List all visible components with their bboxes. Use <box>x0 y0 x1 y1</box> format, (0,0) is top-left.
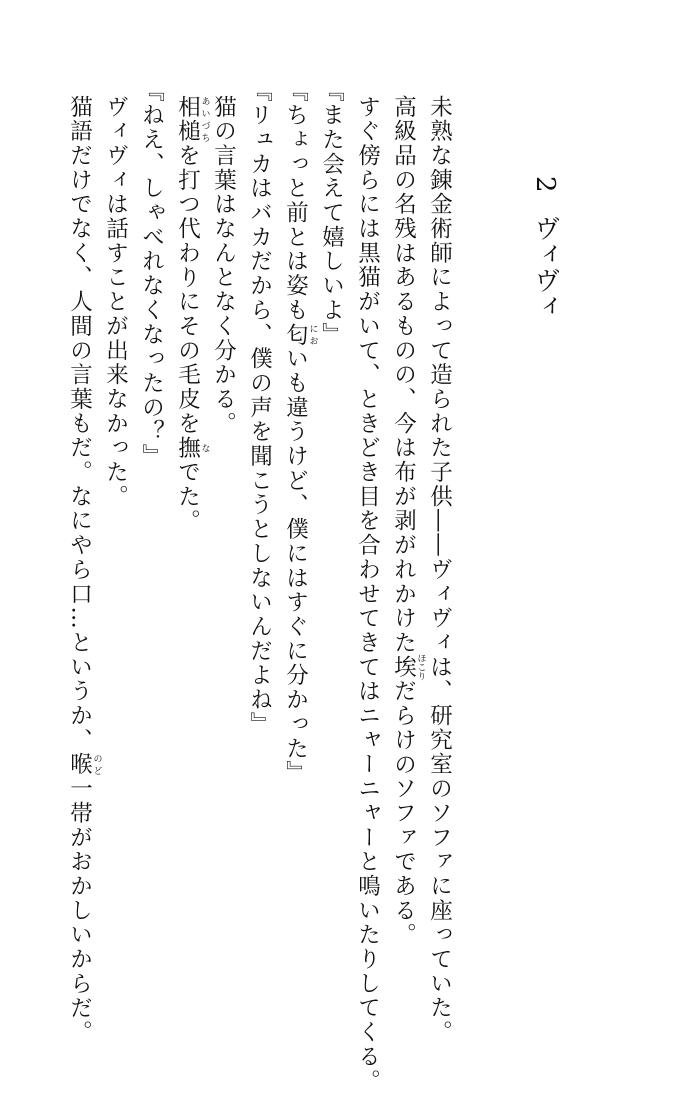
text-line <box>212 95 235 436</box>
text-segment: 猫の言葉はなんとなく分かる。 <box>210 95 237 436</box>
ruby-reading: にお <box>307 322 318 347</box>
ruby-word: 匂 にお <box>282 322 318 347</box>
text-segment: いも違うけど、僕にはすぐに分かった』 <box>282 346 309 786</box>
ruby-word: 喉 のど <box>66 752 102 777</box>
text-line <box>104 95 127 509</box>
text-segment: すぐ傍らには黒猫がいて、ときどき目を合わせてきてはニャーニャーと鳴いたりしてくる。 <box>354 95 381 1093</box>
text-line <box>284 79 318 785</box>
text-line <box>320 79 343 347</box>
text-segment: ヴィヴィは話すことが出来なかった。 <box>102 95 129 509</box>
text-segment: 『リュカはバカだから、僕の声を聞こうとしないんだよね』 <box>246 79 273 737</box>
text-segment: でた。 <box>174 460 201 534</box>
text-line <box>140 79 163 469</box>
chapter-heading <box>532 176 558 319</box>
text-segment: 『ちょっと前とは姿も <box>282 79 309 323</box>
chapter-title: ヴィヴィ <box>530 214 560 319</box>
text-line <box>392 95 426 947</box>
chapter-number: 2 <box>530 176 560 193</box>
ruby-word: 埃 ほこり <box>390 653 426 681</box>
ruby-reading: あいづち <box>199 95 210 144</box>
ruby-reading: な <box>199 435 210 461</box>
text-segment: 猫語だけでなく、人間の言葉もだ。なにやら口…というか、 <box>66 95 93 753</box>
text-segment: 『ねえ、しゃべれなくなったの？』 <box>138 79 165 469</box>
ruby-reading: ほこり <box>415 653 426 681</box>
text-segment: 一帯がおかしいからだ。 <box>66 776 93 1045</box>
ruby-word: 撫 な <box>174 435 210 461</box>
text-segment: だらけのソファである。 <box>390 679 417 948</box>
text-segment: 未熟な錬金術師によって造られた子供――ヴィヴィは、研究室のソファに座っていた。 <box>426 95 453 1045</box>
text-segment: を打つ代わりにその毛皮を <box>174 143 201 436</box>
text-line <box>356 95 379 1093</box>
text-line <box>176 95 210 533</box>
ruby-word: 相槌 あいづち <box>174 95 210 144</box>
text-line <box>428 95 451 1045</box>
text-segment: 高級品の名残はあるものの、今は布が剥がれかけた <box>390 95 417 656</box>
text-line <box>248 79 271 736</box>
text-line <box>68 95 102 1045</box>
text-segment: 『また会えて嬉しいよ』 <box>318 79 345 347</box>
ruby-reading: のど <box>91 752 102 777</box>
